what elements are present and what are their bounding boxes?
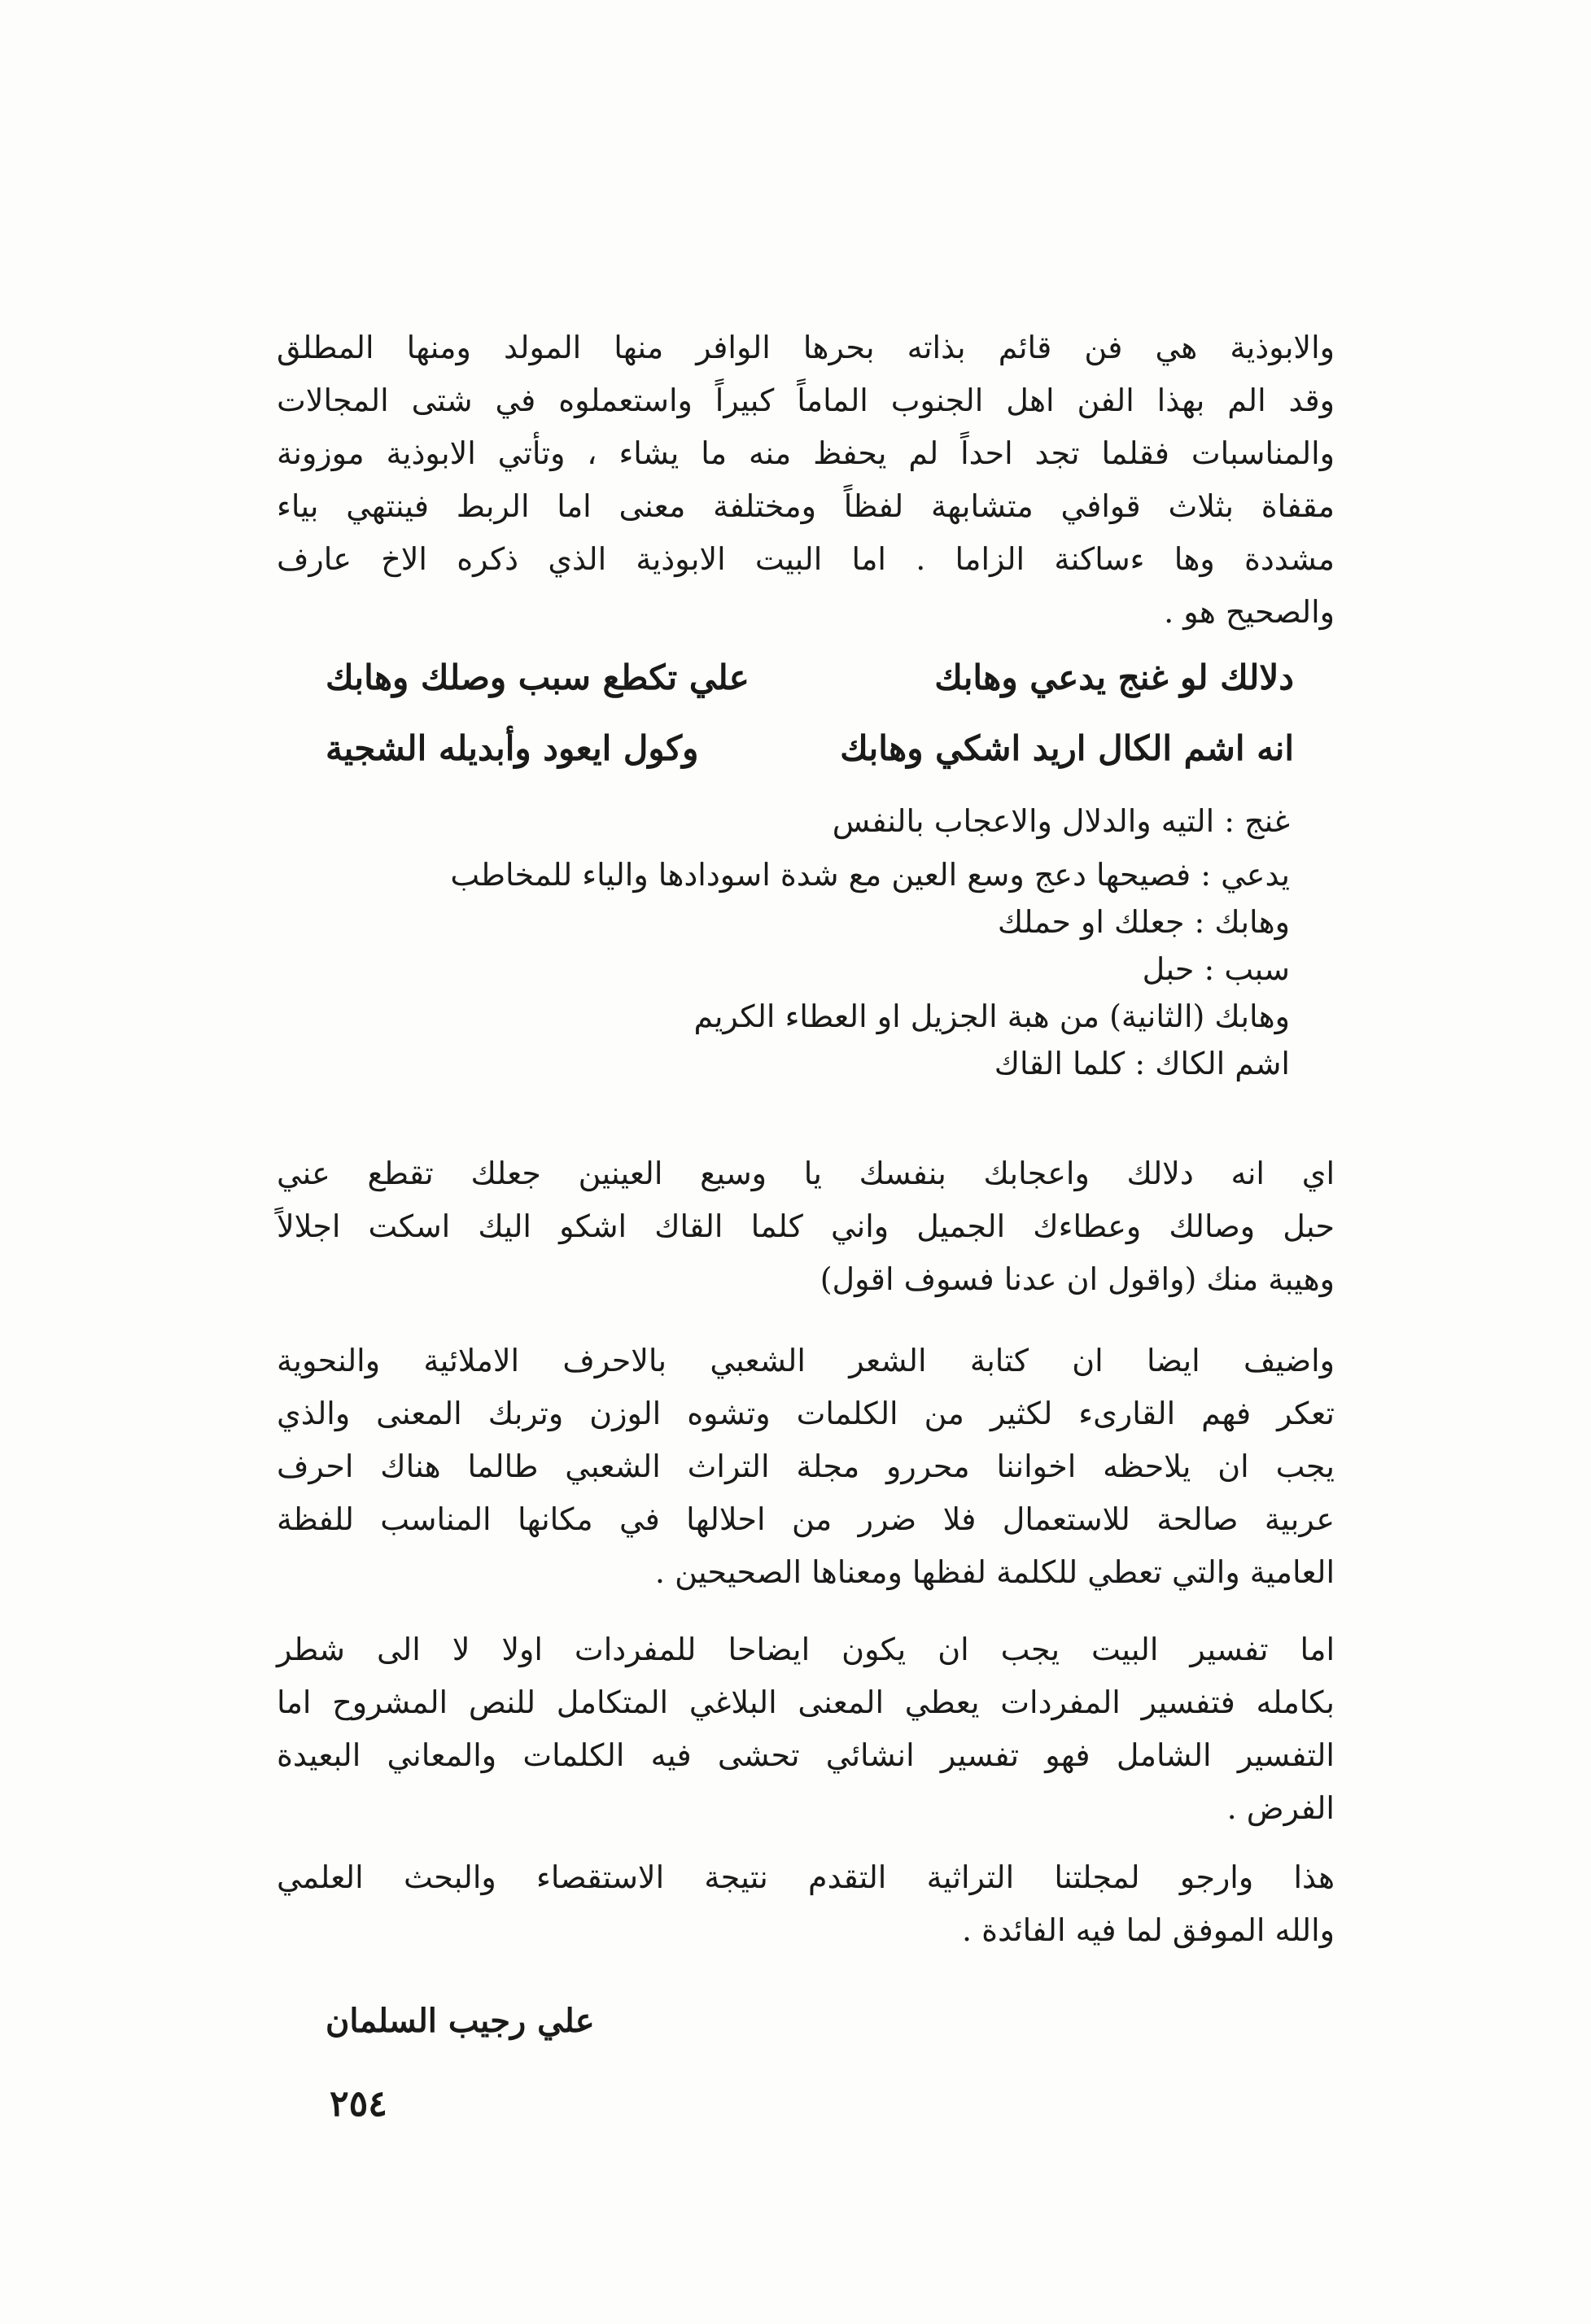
glossary-entry: وهابك : جعلك او حملك [997, 904, 1290, 940]
verse-line-2 [326, 728, 1294, 785]
text-line: واضيف ايضا ان كتابة الشعر الشعبي بالاحرف الاملائية والنحوية [277, 1343, 1335, 1378]
paragraph-orthography [277, 1335, 1335, 1599]
glossary-entry: يدعي : فصيحها دعج وسع العين مع شدة اسودادها والياء للمخاطب [450, 857, 1290, 893]
page-number: ٢٥٤ [330, 2083, 387, 2125]
glossary [450, 797, 1290, 1087]
text-line: اما تفسير البيت يجب ان يكون ايضاحا للمفردات اولا لا الى شطر [277, 1632, 1335, 1667]
paragraph-orthography-text [277, 1335, 1335, 1599]
text-line: اي انه دلالك واعجابك بنفسك يا وسيع العينين جعلك تقطع عني [277, 1155, 1335, 1191]
text-line: حبل وصالك وعطاءك الجميل واني كلما القاك اشكو اليك اسكت اجلالاً [277, 1208, 1335, 1244]
verse-hemistich-first: دلالك لو غنج يدعي وهابك [934, 657, 1294, 697]
paragraph-interpretation [277, 1623, 1335, 1835]
text-line: التفسير الشامل فهو تفسير انشائي تحشى فيه الكلمات والمعاني البعيدة [277, 1737, 1335, 1773]
text-line: وقد الم بهذا الفن اهل الجنوب الماماً كبيراً واستعملوه في شتى المجالات [277, 382, 1335, 418]
text-line: وهيبة منك (واقول ان عدنا فسوف اقول) [820, 1261, 1335, 1297]
text-line: عربية صالحة للاستعمال فلا ضرر من احلالها في مكانها المناسب للفظة [277, 1501, 1335, 1537]
verse-hemistich-second: وكول ايعود وأبديله الشجية [326, 728, 699, 768]
text-line: والمناسبات فقلما تجد احداً لم يحفظ منه ما يشاء ، وتأتي الابوذية موزونة [277, 435, 1335, 471]
text-line: والله الموفق لما فيه الفائدة . [961, 1912, 1335, 1948]
text-line: بكامله فتفسير المفردات يعطي المعنى البلاغي المتكامل للنص المشروح اما [277, 1684, 1335, 1720]
paragraph-explanation [277, 1147, 1335, 1306]
verse-hemistich-first: انه اشم الكال اريد اشكي وهابك [840, 728, 1294, 768]
text-line: هذا وارجو لمجلتنا التراثية التقدم نتيجة الاستقصاء والبحث العلمي [277, 1859, 1335, 1895]
text-line: مشددة وها ءساكنة الزاما . اما البيت الابوذية الذي ذكره الاخ عارف [277, 541, 1335, 577]
verse-line-1 [326, 657, 1294, 714]
text-line: تعكر فهم القارىء لكثير من الكلمات وتشوه الوزن وتربك المعنى والذي [277, 1396, 1335, 1431]
text-line: العامية والتي تعطي للكلمة لفظها ومعناها الصحيحين . [654, 1554, 1335, 1590]
paragraph-intro [277, 321, 1335, 639]
text-line: والصحيح هو . [1164, 594, 1335, 630]
paragraph-intro-text [277, 321, 1335, 639]
glossary-entry: غنج : التيه والدلال والاعجاب بالنفس [832, 803, 1290, 839]
glossary-entry: اشم الكاك : كلما القاك [994, 1046, 1290, 1081]
text-line: الفرض . [1226, 1790, 1335, 1826]
glossary-entry: وهابك (الثانية) من هبة الجزيل او العطاء الكريم [693, 998, 1290, 1034]
text-line: يجب ان يلاحظه اخواننا محررو مجلة التراث الشعبي طالما هناك احرف [277, 1448, 1335, 1484]
text-line: مقفاة بثلاث قوافي متشابهة لفظاً ومختلفة معنى اما الربط فينتهي بياء [277, 488, 1335, 524]
paragraph-explanation-text [277, 1147, 1335, 1306]
glossary-entry: سبب : حبل [1142, 951, 1290, 987]
paragraph-interpretation-text [277, 1623, 1335, 1835]
author-signature: علي رجيب السلمان [326, 2002, 595, 2040]
paragraph-closing-text [277, 1851, 1335, 1957]
verse-hemistich-second: علي تكطع سبب وصلك وهابك [326, 657, 750, 697]
text-line: والابوذية هي فن قائم بذاته بحرها الوافر منها المولد ومنها المطلق [277, 330, 1335, 365]
paragraph-closing [277, 1851, 1335, 1957]
